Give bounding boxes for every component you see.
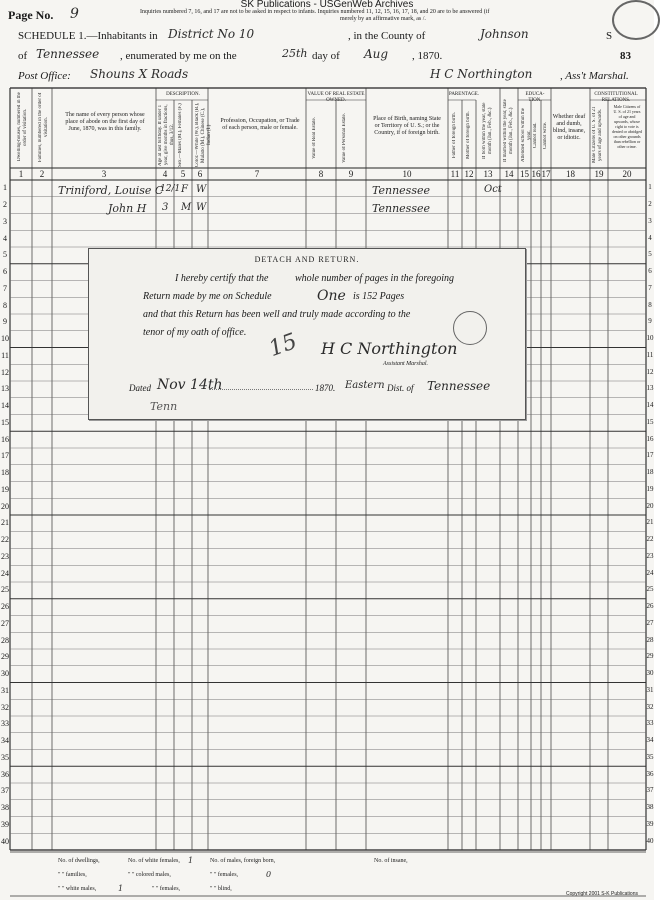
post-office-value: Shouns X Roads	[90, 67, 189, 81]
page-number: 9	[70, 6, 79, 22]
entry-2-name: John H	[108, 202, 147, 215]
row-number-right: 27	[646, 618, 654, 627]
detach-signature-label: Assistant Marshal.	[383, 361, 429, 367]
detach-year-label: 1870.	[315, 383, 336, 393]
row-number-right: 12	[646, 367, 654, 376]
inquiry-note-2: merely by an affirmative mark, as /.	[340, 16, 426, 22]
row-number-right: 16	[646, 434, 654, 443]
col-15-header: Attended school within the year.	[521, 107, 532, 163]
col-10-header: Place of Birth, naming State or Territory of U. S.; or the Country, if of foreign birth.	[373, 116, 441, 136]
footer-females-a: " " females,	[210, 872, 239, 878]
row-number-left: 3	[3, 216, 7, 226]
col-3-header: The name of every person whose place of abode on the first day of June, 1870, was in this family.	[65, 112, 145, 132]
column-number: 8	[318, 169, 324, 179]
month-value: Aug	[364, 47, 389, 61]
copyright-notice: Copyright 2001 S-K Publications	[566, 891, 638, 897]
detach-title: DETACH AND RETURN.	[254, 255, 360, 264]
enumerated-label: , enumerated by me on the	[120, 50, 237, 62]
row-number-left: 37	[1, 786, 9, 796]
row-number-left: 18	[1, 468, 9, 478]
col-2-header: Families, numbered in the order of visitation.	[38, 92, 49, 162]
row-number-right: 25	[646, 585, 654, 594]
column-number: 3	[101, 169, 107, 179]
row-number-left: 20	[1, 501, 9, 511]
row-number-right: 36	[646, 769, 654, 778]
row-number-left: 28	[1, 635, 9, 645]
row-number-right: 15	[646, 417, 654, 426]
column-number: 5	[180, 169, 186, 179]
detach-marginal-number: 15	[265, 328, 301, 363]
year-label: , 1870.	[412, 50, 443, 62]
col-17-header: Cannot write.	[543, 121, 548, 149]
col-9-header: Value of Personal Estate.	[342, 113, 347, 163]
row-number-right: 29	[646, 652, 654, 661]
detach-line-3: and that this Return has been well and truly made according to the	[143, 309, 411, 320]
row-number-right: 23	[646, 551, 654, 560]
row-number-right: 20	[646, 501, 654, 510]
col-12-header: Mother of foreign birth.	[466, 111, 471, 159]
sheet-number: 83	[620, 50, 631, 62]
row-number-left: 23	[1, 551, 9, 561]
column-number: 1	[18, 169, 24, 179]
entry-2-color: W	[196, 202, 207, 213]
county-value: Johnson	[480, 27, 529, 41]
column-number: 6	[197, 169, 203, 179]
below-slip-note: Tenn	[150, 400, 178, 413]
post-office-label: Post Office:	[18, 70, 71, 82]
column-number: 4	[162, 169, 168, 179]
detach-dated-value: Nov 14th	[157, 377, 223, 393]
row-number-left: 8	[3, 300, 7, 310]
row-number-left: 26	[1, 602, 9, 612]
entry-1-color: W	[196, 184, 207, 195]
district-value: District No 10	[168, 27, 255, 41]
row-number-right: 6	[648, 267, 652, 276]
col-13-header: If born within the year, state month (Jan., Feb., &c.)	[482, 102, 493, 160]
column-number: 16	[531, 169, 541, 179]
footer-dwellings: No. of dwellings,	[58, 858, 100, 864]
footer-white-males: " " white males,	[58, 886, 97, 892]
row-number-right: 32	[646, 702, 654, 711]
row-number-right: 18	[646, 468, 654, 477]
column-number: 14	[504, 169, 514, 179]
column-number: 19	[594, 169, 604, 179]
row-number-right: 10	[646, 334, 654, 343]
row-number-left: 9	[3, 317, 7, 327]
constitutional-group: CONSTITUTIONAL RELATIONS.	[594, 92, 638, 103]
row-number-left: 6	[3, 267, 7, 277]
footer-white-males-value: 1	[118, 884, 124, 893]
archive-banner: SK Publications - USGenWeb Archives	[240, 0, 414, 10]
col-11-header: Father of foreign birth.	[452, 112, 457, 158]
detach-postmark	[453, 311, 487, 345]
detach-line-1a: I hereby certify that the	[175, 273, 269, 284]
row-number-right: 11	[646, 350, 654, 359]
education-group: EDUCA-TION.	[525, 92, 545, 103]
state-value: Tennessee	[36, 47, 100, 61]
row-number-left: 25	[1, 585, 9, 595]
row-number-right: 21	[646, 518, 654, 527]
entry-2-age: 3	[162, 202, 169, 213]
row-number-left: 2	[3, 200, 7, 210]
entry-2-birthplace: Tennessee	[372, 202, 430, 215]
footer-colored-males: " " colored males,	[128, 872, 171, 878]
entry-1-name: Triniford, Louise C	[58, 184, 164, 197]
column-number: 2	[39, 169, 45, 179]
row-number-right: 5	[648, 250, 652, 259]
row-number-left: 11	[1, 350, 9, 360]
row-number-left: 29	[1, 652, 9, 662]
footer-females-value: 0	[266, 870, 272, 879]
row-number-right: 39	[646, 819, 654, 828]
column-number: 10	[402, 169, 412, 179]
row-number-left: 16	[1, 434, 9, 444]
marshal-signature: H C Northington	[430, 67, 533, 81]
row-number-right: 24	[646, 568, 654, 577]
day-of-label: day of	[312, 50, 340, 62]
row-number-left: 22	[1, 535, 9, 545]
row-number-right: 8	[648, 300, 652, 309]
row-number-left: 15	[1, 417, 9, 427]
row-number-left: 4	[3, 233, 7, 243]
footer-females-b: " " females,	[152, 886, 181, 892]
footer-families: " " families,	[58, 872, 87, 878]
col-1-header: Dwelling-houses, numbered in the order of visitation.	[17, 92, 28, 162]
col-14-header: If married within the year, state month (Jan., Feb., &c.)	[503, 99, 514, 163]
row-number-left: 27	[1, 618, 9, 628]
row-number-left: 35	[1, 752, 9, 762]
detach-schedule-number: One	[317, 288, 346, 304]
row-number-left: 39	[1, 819, 9, 829]
row-number-right: 38	[646, 803, 654, 812]
county-label: , in the County of	[348, 30, 426, 42]
entry-1-age: 12/1	[160, 184, 181, 194]
row-number-right: 31	[646, 685, 654, 694]
footer-white-females: No. of white females,	[128, 858, 180, 864]
marshal-label: , Ass't Marshal.	[560, 70, 629, 82]
dated-dotted-line	[209, 389, 313, 390]
row-number-right: 13	[646, 384, 654, 393]
row-number-right: 9	[648, 317, 652, 326]
detach-signature: H C Northington	[321, 339, 458, 358]
row-number-left: 12	[1, 367, 9, 377]
column-number: 17	[541, 169, 551, 179]
row-number-left: 1	[3, 183, 7, 193]
row-number-right: 35	[646, 752, 654, 761]
row-number-right: 28	[646, 635, 654, 644]
row-number-left: 7	[3, 283, 7, 293]
footer-insane: No. of insane,	[374, 858, 408, 864]
schedule-label: SCHEDULE 1.—Inhabitants in	[18, 30, 158, 42]
footer-white-females-value: 1	[188, 856, 194, 865]
row-number-right: 22	[646, 535, 654, 544]
detach-district-value: Eastern	[345, 380, 385, 391]
day-value: 25th	[282, 47, 308, 60]
row-number-left: 33	[1, 719, 9, 729]
row-number-left: 10	[1, 334, 9, 344]
column-number: 13	[483, 169, 493, 179]
row-number-right: 14	[646, 401, 654, 410]
col-20-header: Male Citizens of U. S. of 21 years of age and upwards, whose right to vote is denied or abridged on other grounds than rebellion or other crime.	[612, 104, 642, 149]
row-number-left: 34	[1, 736, 9, 746]
row-number-left: 36	[1, 769, 9, 779]
detach-line-2a: Return made by me on Schedule	[143, 291, 272, 302]
of-label: of	[18, 50, 28, 62]
column-number: 11	[450, 169, 460, 179]
detach-district-label: Dist. of	[387, 383, 414, 393]
inquiry-note-1: Inquiries numbered 7, 16, and 17 are not to be asked in respect to infants. Inquiries numbered 11, 12, 15, 16, 17, 18, and 20 are to be answered (if	[140, 9, 490, 15]
row-number-right: 3	[648, 216, 652, 225]
row-number-right: 1	[648, 183, 652, 192]
column-number: 20	[622, 169, 632, 179]
detach-state-value: Tennessee	[427, 379, 491, 393]
column-number: 7	[254, 169, 260, 179]
entry-1-birthplace: Tennessee	[372, 184, 430, 197]
row-number-left: 30	[1, 669, 9, 679]
detach-page-count: is 152 Pages	[353, 291, 405, 302]
footer-males-foreign: No. of males, foreign born,	[210, 858, 276, 864]
row-number-right: 33	[646, 719, 654, 728]
real-estate-group: VALUE OF REAL ESTATE OWNED.	[307, 92, 365, 103]
col-19-header: Male Citizens of U. S. of 21 years of age and upwards.	[592, 106, 603, 164]
row-number-left: 40	[1, 836, 9, 846]
row-number-left: 24	[1, 568, 9, 578]
row-number-right: 4	[648, 233, 652, 242]
row-number-left: 38	[1, 803, 9, 813]
col-16-header: Cannot read.	[533, 122, 538, 148]
row-number-left: 5	[3, 250, 7, 260]
detach-dated-label: Dated	[129, 383, 151, 393]
row-number-right: 2	[648, 200, 652, 209]
row-number-left: 21	[1, 518, 9, 528]
footer-blind: " " blind,	[210, 886, 232, 892]
state-label-cut: S	[606, 30, 613, 42]
col-18-header: Whether deaf and dumb, blind, insane, or idiotic.	[552, 114, 586, 141]
col-4-header: Age at last birthday. If under 1 year, give months in fractions, thus, 3/12.	[158, 104, 175, 166]
column-number: 9	[348, 169, 354, 179]
row-number-left: 31	[1, 685, 9, 695]
row-number-left: 13	[1, 384, 9, 394]
col-7-header: Profession, Occupation, or Trade of each person, male or female.	[220, 118, 300, 131]
row-number-left: 17	[1, 451, 9, 461]
row-number-left: 32	[1, 702, 9, 712]
column-number: 18	[566, 169, 575, 179]
row-number-right: 40	[646, 836, 654, 845]
parentage-group: PARENTAGE.	[449, 92, 480, 97]
row-number-right: 19	[646, 484, 654, 493]
row-number-right: 34	[646, 736, 654, 745]
entry-1-sex: F	[181, 184, 188, 195]
row-number-right: 26	[646, 602, 654, 611]
row-number-right: 17	[646, 451, 654, 460]
row-number-left: 19	[1, 484, 9, 494]
page-label: Page No.	[8, 8, 54, 22]
row-number-right: 30	[646, 669, 654, 678]
col-8-header: Value of Real Estate.	[312, 117, 317, 159]
row-number-left: 14	[1, 401, 9, 411]
detach-line-1b: whole number of pages in the foregoing	[295, 273, 455, 284]
column-number: 15	[520, 169, 529, 179]
row-number-right: 7	[648, 283, 652, 292]
col-6-header: Color.—White (W.), Black (B.), Mulatto (M.), Chinese (C.), Indian (I.)	[195, 102, 212, 168]
column-number: 12	[464, 169, 474, 179]
entry-1-month: Oct	[484, 184, 502, 195]
row-number-right: 37	[646, 786, 654, 795]
detach-line-4: tenor of my oath of office.	[143, 327, 247, 338]
description-group: DESCRIPTION.	[166, 92, 200, 97]
detach-and-return-slip	[88, 248, 526, 420]
col-5-header: Sex.—Males (M.), Females (F.)	[178, 103, 183, 167]
entry-2-sex: M	[181, 202, 192, 213]
